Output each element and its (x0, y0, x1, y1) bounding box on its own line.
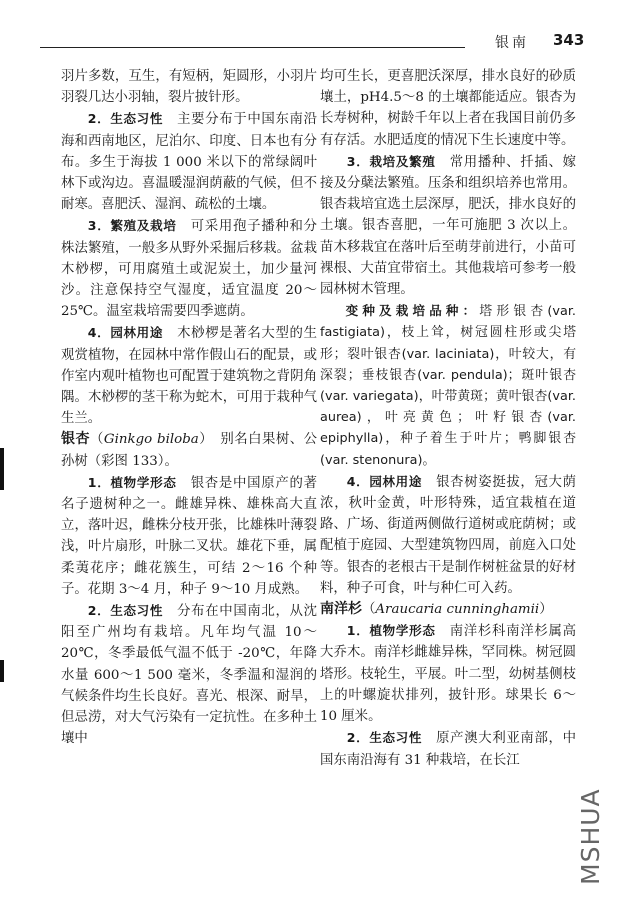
paragraph-text: 均可生长，更喜肥沃深厚，排水良好的砂质壤土，pH4.5～8 的土壤都能适应。银杏为长寿树种，树龄千年以上者在我国目前仍多有存活。水肥适度的情况下生长速度中等。 (320, 69, 576, 148)
paragraph-text: 分布在中国南北，从沈阳至广州均有栽培。凡年均气温 10～20℃，冬季最低气温不低于 -20℃，年降水量 600～1 500 毫米，冬季温和湿润的气候条件均生长良好。喜光、根深、耐旱，但忌涝，对大气污染有一定抗性。在多种土壤中 (61, 604, 318, 747)
latin-name: Ginkgo biloba (103, 432, 199, 448)
species-entry (61, 429, 317, 471)
paragraph-text: 主要分布于中国东南沿海和西南地区，尼泊尔、印度、日本也有分布。多生于海拔 1 000 米以下的常绿阔叶林下或沟边。喜温暖湿润荫蔽的气候，但不耐寒。喜肥沃、湿润、疏松的土壤。 (61, 112, 318, 213)
paragraph (61, 108, 317, 215)
section-heading: 3．繁殖及栽培 (87, 218, 177, 234)
watermark: MSHUA (576, 788, 605, 885)
paragraph-text: 羽片多数，互生，有短柄，矩圆形，小羽片羽裂几达小羽轴，裂片披针形。 (61, 69, 317, 106)
header-rule (40, 47, 465, 48)
section-heading: 2．生态习性 (346, 730, 423, 746)
section-heading: 1．植物学形态 (346, 623, 436, 639)
paragraph (61, 215, 317, 322)
species-name: 南洋杉 (320, 601, 362, 618)
left-column (61, 66, 317, 750)
section-heading: 变种及栽培品种： (345, 303, 480, 319)
latin-paren: （ (90, 432, 104, 448)
section-heading: 3．栽培及繁殖 (346, 153, 436, 169)
paragraph (320, 151, 576, 300)
paragraph (61, 472, 317, 600)
species-aliases: 别名白果树、公孙树（彩图 133）。 (61, 432, 318, 469)
section-heading: 2．生态习性 (87, 603, 164, 619)
paragraph-text: 塔形银杏(var. fastigiata)，枝上耸，树冠圆柱形或尖塔形；裂叶银杏(var. laciniata)，叶较大，有深裂；垂枝银杏(var. pendula)；斑叶银杏(var. variegata)，叶带黄斑；黄叶银杏(var. aurea)，叶亮黄色；叶籽银杏(var. epiphylla)，种子着生于叶片；鸭脚银杏(var. stenonura)。 (320, 304, 576, 468)
section-heading: 1．植物学形态 (87, 474, 177, 490)
variety-paragraph (320, 300, 576, 471)
paragraph (320, 620, 576, 727)
paragraph-text: 银杏树姿挺拔，冠大荫浓，秋叶金黄，叶形特殊，适宜栽植在道路、广场、街道两侧做行道树或庇荫树；或配植于庭园、大型建筑物四周，前庭入口处等。银杏的老根古干是制作树桩盆景的好材料，种子可食，叶与种仁可入药。 (320, 474, 577, 596)
paragraph-text: 常用播种、扦插、嫁接及分蘖法繁殖。压条和组织培养也常用。银杏栽培宜选土层深厚，肥沃，排水良好的土壤。银杏喜肥，一年可施肥 3 次以上。苗木移栽宜在落叶后至萌芽前进行，小苗可裸根、大苗宜带宿土。其他栽培可参考一般园林树木管理。 (320, 154, 577, 298)
latin-name: Araucaria cunninghamii (375, 602, 540, 618)
paragraph (320, 471, 576, 599)
paragraph (61, 322, 317, 429)
running-title: 银南 (495, 35, 529, 51)
margin-mark (0, 660, 4, 682)
latin-paren: ） (539, 602, 553, 618)
section-heading: 4．园林用途 (87, 325, 164, 341)
paragraph (61, 600, 317, 749)
paragraph-text: 南洋杉科南洋杉属高大乔木。南洋杉雌雄异株，罕同株。树冠圆塔形。枝轮生，平展。叶二型，幼树基侧枝上的叶螺旋状排列，披针形。球果长 6～10 厘米。 (320, 624, 577, 725)
right-column (320, 66, 576, 771)
paragraph (320, 727, 576, 770)
section-heading: 2．生态习性 (87, 111, 164, 127)
paragraph-continued (61, 66, 317, 108)
paragraph-text: 可采用孢子播种和分株法繁殖，一般多从野外采掘后移栽。盆栽木桫椤，可用腐殖土或泥炭土，加少量河沙。注意保持空气湿度，适宜温度 20～25℃。温室栽培需要四季遮荫。 (61, 219, 318, 320)
paragraph-text: 木桫椤是著名大型的生观赏植物，在园林中常作假山石的配景，或作室内观叶植物也可配置于建筑物之背阴角隅。木桫椤的茎干称为蛇木，可用于栽种气生兰。 (61, 326, 318, 427)
species-entry (320, 599, 576, 620)
latin-paren: （ (362, 602, 376, 618)
paragraph-text: 银杏是中国原产的著名子遗树种之一。雌雄异株、雄株高大直立，落叶迟，雌株分枝开张，比雄株叶薄裂浅，叶片扇形，叶脉二叉状。雄花下垂，属柔荑花序；雌花簇生，可结 2～16 个种子。花期 3～4 月，种子 9～10 月成熟。 (61, 475, 318, 597)
paragraph-continued (320, 66, 576, 151)
paragraph-text: 原产澳大利亚南部，中国东南沿海有 31 种栽培，在长江 (320, 731, 577, 768)
margin-mark (0, 448, 4, 490)
section-heading: 4．园林用途 (346, 473, 423, 489)
species-name: 银杏 (61, 431, 90, 448)
latin-paren: ） (198, 432, 207, 448)
page-number: 343 (553, 31, 585, 49)
page-header (40, 31, 585, 54)
